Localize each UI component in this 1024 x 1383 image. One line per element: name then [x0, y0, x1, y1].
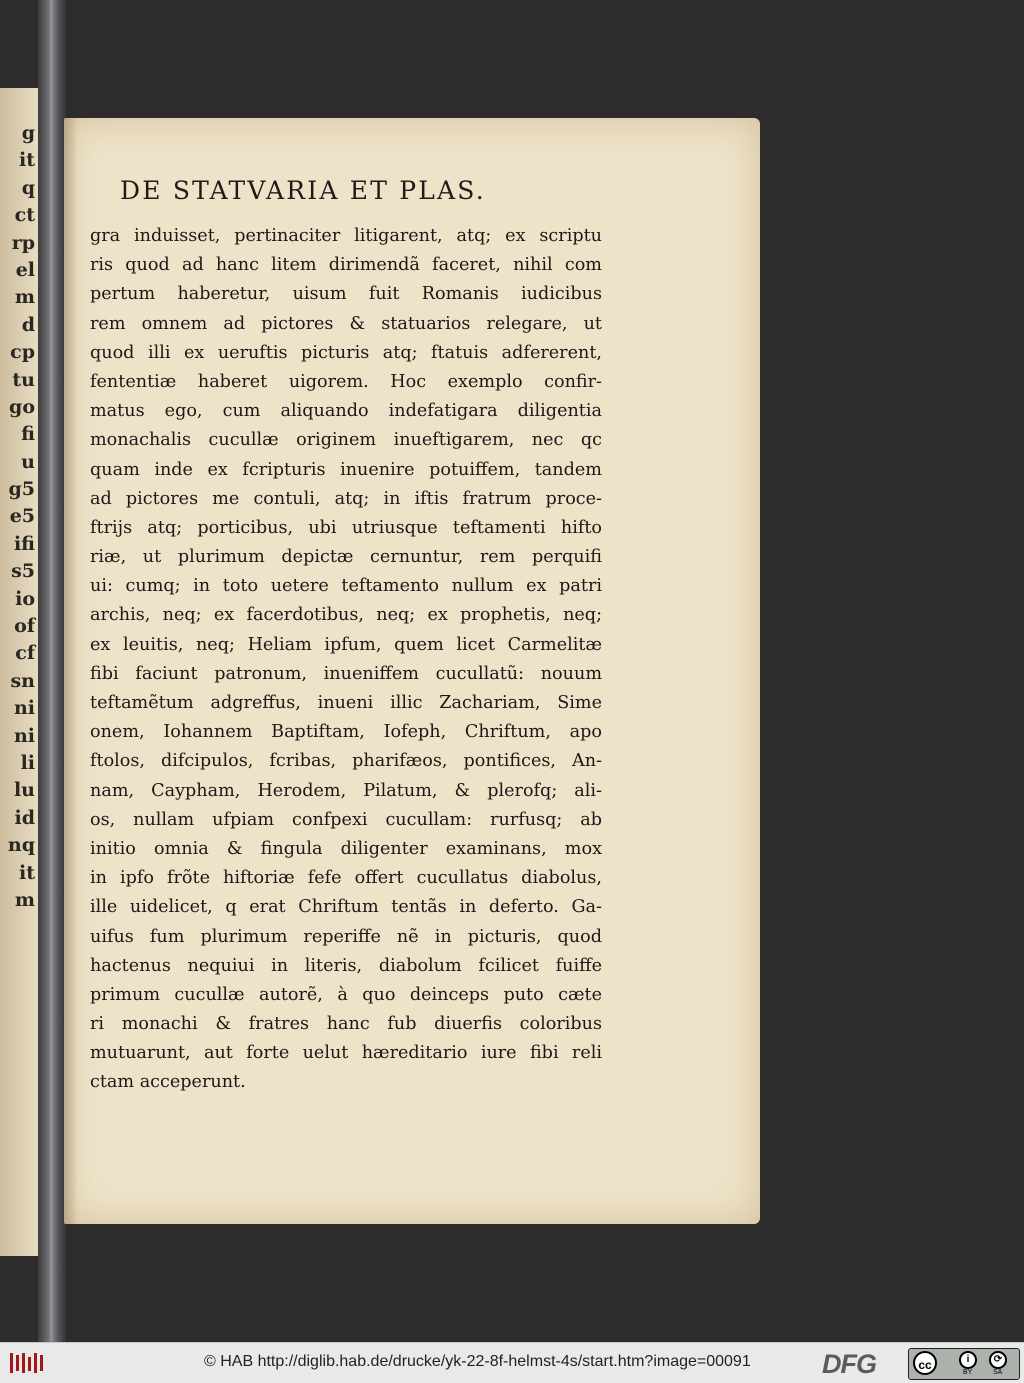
facing-page-fragment: it [19, 149, 35, 172]
text-line: monachalis cucullæ originem inueftigarem, nec qc [90, 430, 602, 451]
text-line: quod illi ex ueruftis picturis atq; ftatuis adfererent, [90, 342, 602, 363]
facing-page-fragment: it [19, 861, 35, 884]
text-line: rem omnem ad pictores & statuarios relegare, ut [90, 313, 602, 334]
facing-page-fragment: cf [15, 642, 35, 665]
facing-page-fragment: u [21, 450, 35, 473]
hab-logo-icon[interactable] [8, 1349, 46, 1377]
text-line: gra induisset, pertinaciter litigarent, atq; ex scriptu [90, 226, 602, 246]
running-head: DE STATVARIA ET PLAS. [120, 176, 486, 205]
facing-page-fragment: ni [13, 724, 35, 747]
cc-by-sa-license-badge[interactable] [908, 1348, 1020, 1380]
text-line: fibi faciunt patronum, inueniffem cucullatũ: nouum [90, 663, 602, 684]
text-line: in ipfo frõte hiftoriæ fefe offert cucullatus diabolus, [90, 868, 602, 889]
facing-page-fragment: id [14, 806, 35, 829]
text-line: os, nullam ufpiam confpexi cucullam: rurfusq; ab [90, 809, 602, 830]
facing-page-fragment: rp [11, 231, 35, 254]
text-line: ille uidelicet, q erat Chriftum tentãs in deferto. Ga- [90, 897, 602, 918]
text-line: hactenus nequiui in literis, diabolum fcilicet fuiffe [90, 955, 602, 976]
text-line: nam, Caypham, Herodem, Pilatum, & plerofq; ali- [90, 780, 602, 801]
facing-page-fragment: tu [12, 368, 35, 391]
facing-page-fragment: lu [13, 779, 35, 802]
facing-page-fragment: cp [10, 341, 35, 364]
facing-page-fragment: el [15, 258, 35, 281]
text-line: pertum haberetur, uisum fuit Romanis iudicibus [90, 284, 602, 305]
text-line: primum cucullæ autorẽ, à quo deinceps puto cæte [90, 984, 602, 1005]
facing-page-fragment: g5 [8, 478, 35, 501]
book-binding-gutter [38, 0, 66, 1342]
facing-page-fragment: li [20, 751, 35, 774]
facing-page-fragment: e5 [9, 505, 35, 528]
facing-page-fragment: m [14, 286, 35, 309]
facing-page-fragment: io [15, 587, 35, 610]
page-edge-shadow [64, 118, 78, 1224]
text-line: ftolos, difcipulos, fcribas, pharifæos, pontifices, An- [90, 751, 602, 772]
text-line: ftrijs atq; porticibus, ubi utriusque teftamenti hifto [90, 517, 602, 538]
text-line: mutuarunt, aut forte uelut hæreditario iure fibi reli [90, 1043, 602, 1064]
attribution-icon: i [959, 1351, 977, 1369]
text-line: initio omnia & fingula diligenter examinans, mox [90, 838, 602, 859]
facing-page-fragment: g [21, 122, 35, 144]
cc-icon: cc [913, 1351, 937, 1375]
facing-page-fragment: ct [14, 204, 35, 227]
text-line: riæ, ut plurimum depictæ cernuntur, rem perquifi [90, 547, 602, 568]
text-line: fententiæ haberet uigorem. Hoc exemplo confir- [90, 371, 602, 392]
text-line: ri monachi & fratres hanc fub diuerfis coloribus [90, 1014, 602, 1035]
viewer-footer [0, 1342, 1024, 1383]
text-line: ui: cumq; in toto uetere teftamento nullum ex patri [90, 576, 602, 597]
text-line: matus ego, cum aliquando indefatigara diligentia [90, 401, 602, 422]
facing-page-fragment: ni [13, 697, 35, 720]
facing-page-fragment: q [21, 176, 35, 199]
share-alike-icon: ⟳ [989, 1351, 1007, 1369]
facing-page-fragment: d [21, 313, 35, 336]
text-line: ex leuitis, neq; Heliam ipfum, quem licet Carmelitæ [90, 634, 602, 655]
facing-page-fragment: fi [21, 423, 35, 446]
text-line: quam inde ex fcripturis inuenire potuiffem, tandem [90, 459, 602, 480]
text-line: uifus fum plurimum reperiffe nẽ in picturis, quod [90, 926, 602, 947]
text-line: ctam acceperunt. [90, 1072, 246, 1093]
sa-label: SA [993, 1369, 1003, 1376]
facing-page-fragment: nq [7, 834, 35, 857]
dfg-logo[interactable]: DFG [822, 1349, 876, 1379]
text-line: ris quod ad hanc litem dirimendã faceret, nihil com [90, 255, 602, 276]
facing-page-text-fragments [0, 120, 38, 1120]
copyright-source-link[interactable]: © HAB http://diglib.hab.de/drucke/yk-22-8f-helmst-4s/start.htm?image=00091 [204, 1353, 751, 1370]
facing-page-fragment: m [14, 888, 35, 911]
body-text-block [90, 222, 602, 1098]
text-line: ad pictores me contuli, atq; in iftis fratrum proce- [90, 488, 602, 509]
text-line: teftamẽtum adgreffus, inueni illic Zachariam, Sime [90, 693, 602, 713]
text-line: archis, neq; ex facerdotibus, neq; ex prophetis, neq; [90, 605, 602, 626]
text-line: onem, Iohannem Baptiftam, Iofeph, Chriftum, apo [90, 722, 602, 743]
facing-page-fragment: of [14, 615, 35, 638]
by-label: BY [963, 1369, 973, 1376]
binding-thread [50, 0, 52, 1342]
facing-page-fragment: go [9, 395, 35, 418]
facing-page-fragment: sn [10, 669, 35, 692]
facing-page-fragment: s5 [11, 560, 35, 583]
facing-page-fragment: ifi [13, 532, 35, 555]
